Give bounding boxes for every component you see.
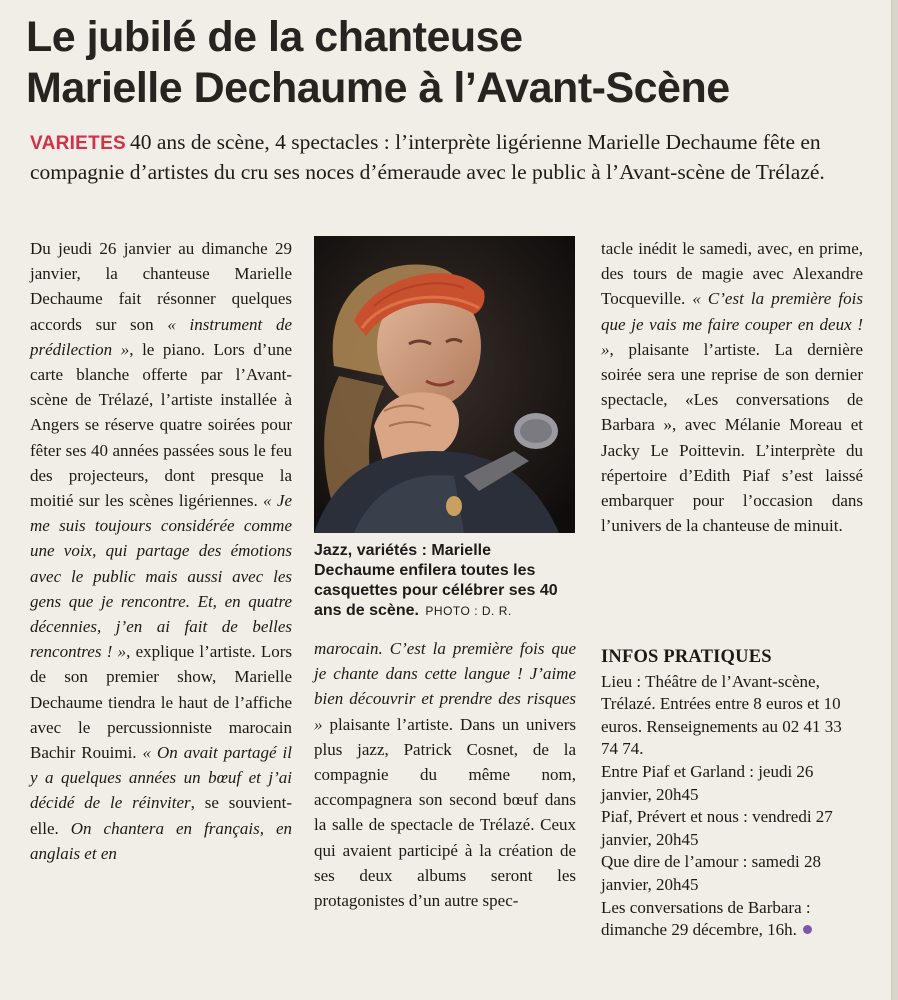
text-run: Du jeudi 26 janvier au dimanche 29 janvier, la chanteuse Marielle Dechaume fait résonner quelques accords sur son: [30, 239, 292, 334]
quote-run: « Je me suis toujours considérée comme une voix, qui partage des émotions avec le public mais aussi avec les gens que je rencontre. Et, en quatre décennies, j’en ai fait de belles rencontres ! »: [30, 491, 292, 662]
body-column-1: [30, 236, 292, 866]
column-1-text: [30, 236, 292, 866]
caption-text: Jazz, variétés : Marielle Dechaume enfilera toutes les casquettes pour célébrer ses 40 ans de scène.: [314, 542, 558, 619]
photo-illustration: [314, 236, 575, 533]
column-2-text: [314, 636, 576, 913]
lede-text: 40 ans de scène, 4 spectacles : l’interprète ligérienne Marielle Dechaume fête en compagnie d’artistes du cru ses noces d’émeraude avec le public à l’Avant-scène de Trélazé.: [30, 130, 825, 184]
text-run: tacle inédit le samedi, avec, en prime, des tours de magie avec Alexandre Tocqueville.: [601, 239, 863, 309]
page-edge: [891, 0, 898, 1000]
info-title: INFOS PRATIQUES: [601, 647, 772, 667]
photo-credit: PHOTO : D. R.: [425, 604, 512, 618]
quote-run: On chantera en français, en anglais et en: [30, 818, 292, 863]
text-run: plaisante l’artiste. Dans un univers plus jazz, Patrick Cosnet, de la compagnie du même nom, accompagnera son second bœuf dans la salle de spectacle de Trélazé. Ceux qui avaient participé à la création de ses deux albums seront les protagonistes d’un autre spec-: [314, 714, 576, 911]
text-run: , le piano. Lors d’une carte blanche offerte par l’Avant-scène de Trélazé, l’artiste installée à Angers se réserve quatre soirées pour fêter ses 40 années passées sous le feu des projecteurs, dont presque la moitié sur les scènes ligériennes.: [30, 339, 292, 511]
text-run: , se souvient-elle.: [30, 793, 292, 838]
body-column-2: [314, 636, 576, 913]
photo-caption: [314, 541, 576, 621]
info-line: Lieu : Théâtre de l’Avant-scène, Trélazé. Entrées entre 8 euros et 10 euros. Renseignements au 02 41 33 74 74.: [601, 671, 842, 759]
text-run: , plaisante l’artiste. La dernière soirée sera une reprise de son dernier spectacle, «Les conversations de Barbara », avec Mélanie Moreau et Jacky Le Poittevin. L’interprète du répertoire d’Edith Piaf s’est laissé embarquer pour l’occasion dans l’univers de la chanteuse de minuit.: [601, 339, 863, 536]
article-headline: [26, 12, 876, 114]
info-line-last: [601, 897, 863, 942]
article-lede: [30, 128, 870, 187]
quote-run: marocain. C’est la première fois que je chante dans cette langue ! J’aime bien découvrir et prendre des risques »: [314, 639, 576, 734]
column-3-text: [601, 236, 863, 538]
quote-run: « C’est la première fois que je vais me faire couper en deux ! »: [601, 289, 863, 359]
info-line: Entre Piaf et Garland : jeudi 26 janvier, 20h45: [601, 761, 814, 804]
quote-run: « On avait partagé il y a quelques années un bœuf et j’ai décidé de le réinviter: [30, 743, 292, 813]
practical-info-box: [601, 646, 863, 942]
headline-line-2: Marielle Dechaume à l’Avant-Scène: [26, 64, 730, 112]
text-run: , explique l’artiste. Lors de son premier show, Marielle Dechaume tiendra le haut de l’affiche avec le percussionniste marocain Bachir Rouimi.: [30, 642, 293, 763]
singer-photo: [314, 236, 575, 533]
info-line: Que dire de l’amour : samedi 28 janvier, 20h45: [601, 852, 821, 894]
info-line-text: Les conversations de Barbara : dimanche 29 décembre, 16h.: [601, 897, 811, 940]
body-column-3: [601, 236, 863, 538]
end-of-article-dot-icon: [803, 925, 812, 934]
section-kicker: VARIETES: [30, 133, 127, 154]
info-line: Piaf, Prévert et nous : vendredi 27 janvier, 20h45: [601, 807, 833, 849]
quote-run: « instrument de prédilection »: [30, 314, 292, 359]
headline-line-1: Le jubilé de la chanteuse: [26, 13, 523, 61]
